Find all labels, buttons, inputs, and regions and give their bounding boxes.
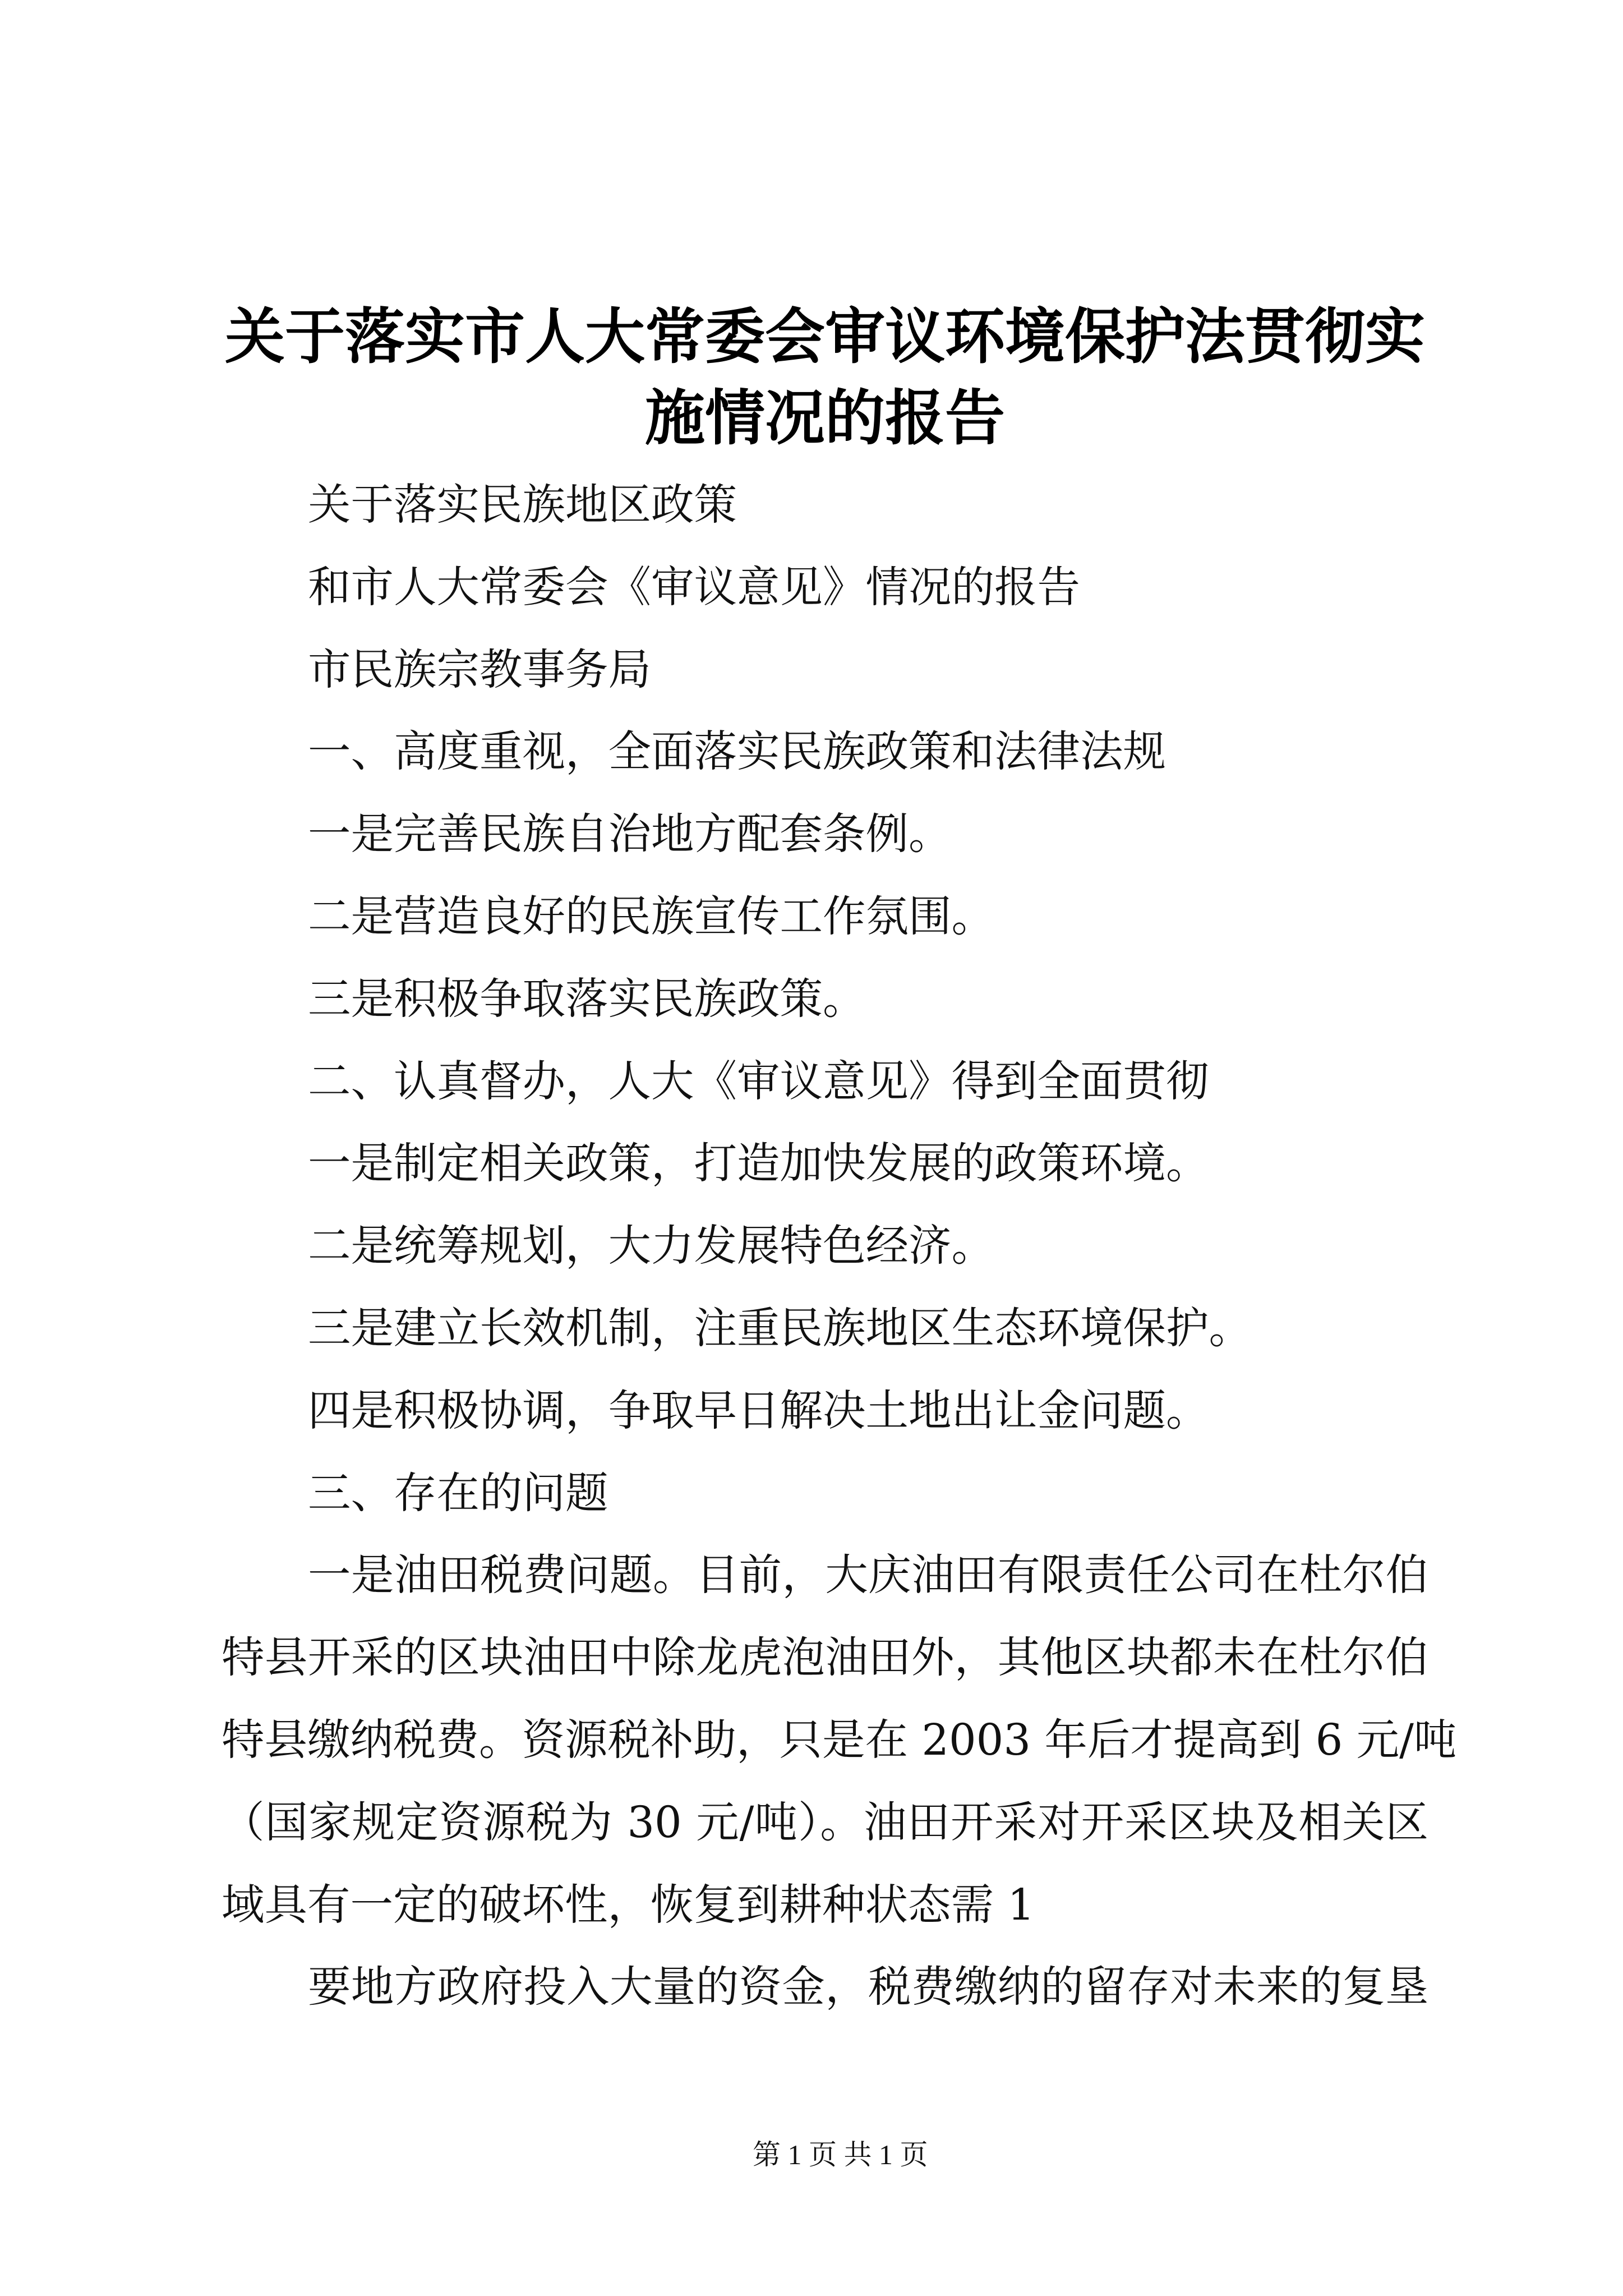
paragraph-line: 要地方政府投入大量的资金，税费缴纳的留存对未来的复垦 [308, 1962, 1428, 2013]
document-body [222, 464, 1457, 2029]
list-item: 一是完善民族自治地方配套条例。 [308, 809, 952, 860]
paragraph-line: 域具有一定的破坏性，恢复到耕种状态需 1 [222, 1880, 1035, 1930]
list-item: 一是制定相关政策，打造加快发展的政策环境。 [308, 1139, 1209, 1189]
list-item: 三是建立长效机制，注重民族地区生态环境保护。 [308, 1303, 1252, 1354]
title-line-1: 关于落实市人大常委会审议环境保护法贯彻实 [224, 302, 1425, 372]
paragraph-line: 特县缴纳税费。资源税补助，只是在 2003 年后才提高到 6 元/吨 [222, 1715, 1457, 1765]
page-number-footer: 第 1 页 共 1 页 [753, 2139, 928, 2170]
list-item: 二是营造良好的民族宣传工作氛围。 [308, 891, 994, 942]
issuing-organization: 市民族宗教事务局 [308, 645, 651, 695]
report-subject-line-1: 关于落实民族地区政策 [308, 480, 737, 530]
document-title [222, 296, 1428, 459]
list-item: 二是统筹规划，大力发展特色经济。 [308, 1221, 994, 1272]
title-line-2: 施情况的报告 [644, 383, 1005, 453]
paragraph-line: 特县开采的区块油田中除龙虎泡油田外，其他区块都未在杜尔伯 [222, 1633, 1428, 1683]
list-item: 四是积极协调，争取早日解决土地出让金问题。 [308, 1386, 1209, 1436]
section-heading-3: 三、存在的问题 [308, 1468, 608, 1519]
section-heading-2: 二、认真督办，人大《审议意见》得到全面贯彻 [308, 1056, 1209, 1107]
report-subject-line-2: 和市人大常委会《审议意见》情况的报告 [308, 562, 1080, 613]
paragraph-line: 一是油田税费问题。目前，大庆油田有限责任公司在杜尔伯 [308, 1550, 1428, 1601]
paragraph-line: （国家规定资源税为 30 元/吨）。油田开采对开采区块及相关区 [222, 1797, 1428, 1848]
section-heading-1: 一、高度重视，全面落实民族政策和法律法规 [308, 727, 1166, 777]
list-item: 三是积极争取落实民族政策。 [308, 974, 866, 1024]
